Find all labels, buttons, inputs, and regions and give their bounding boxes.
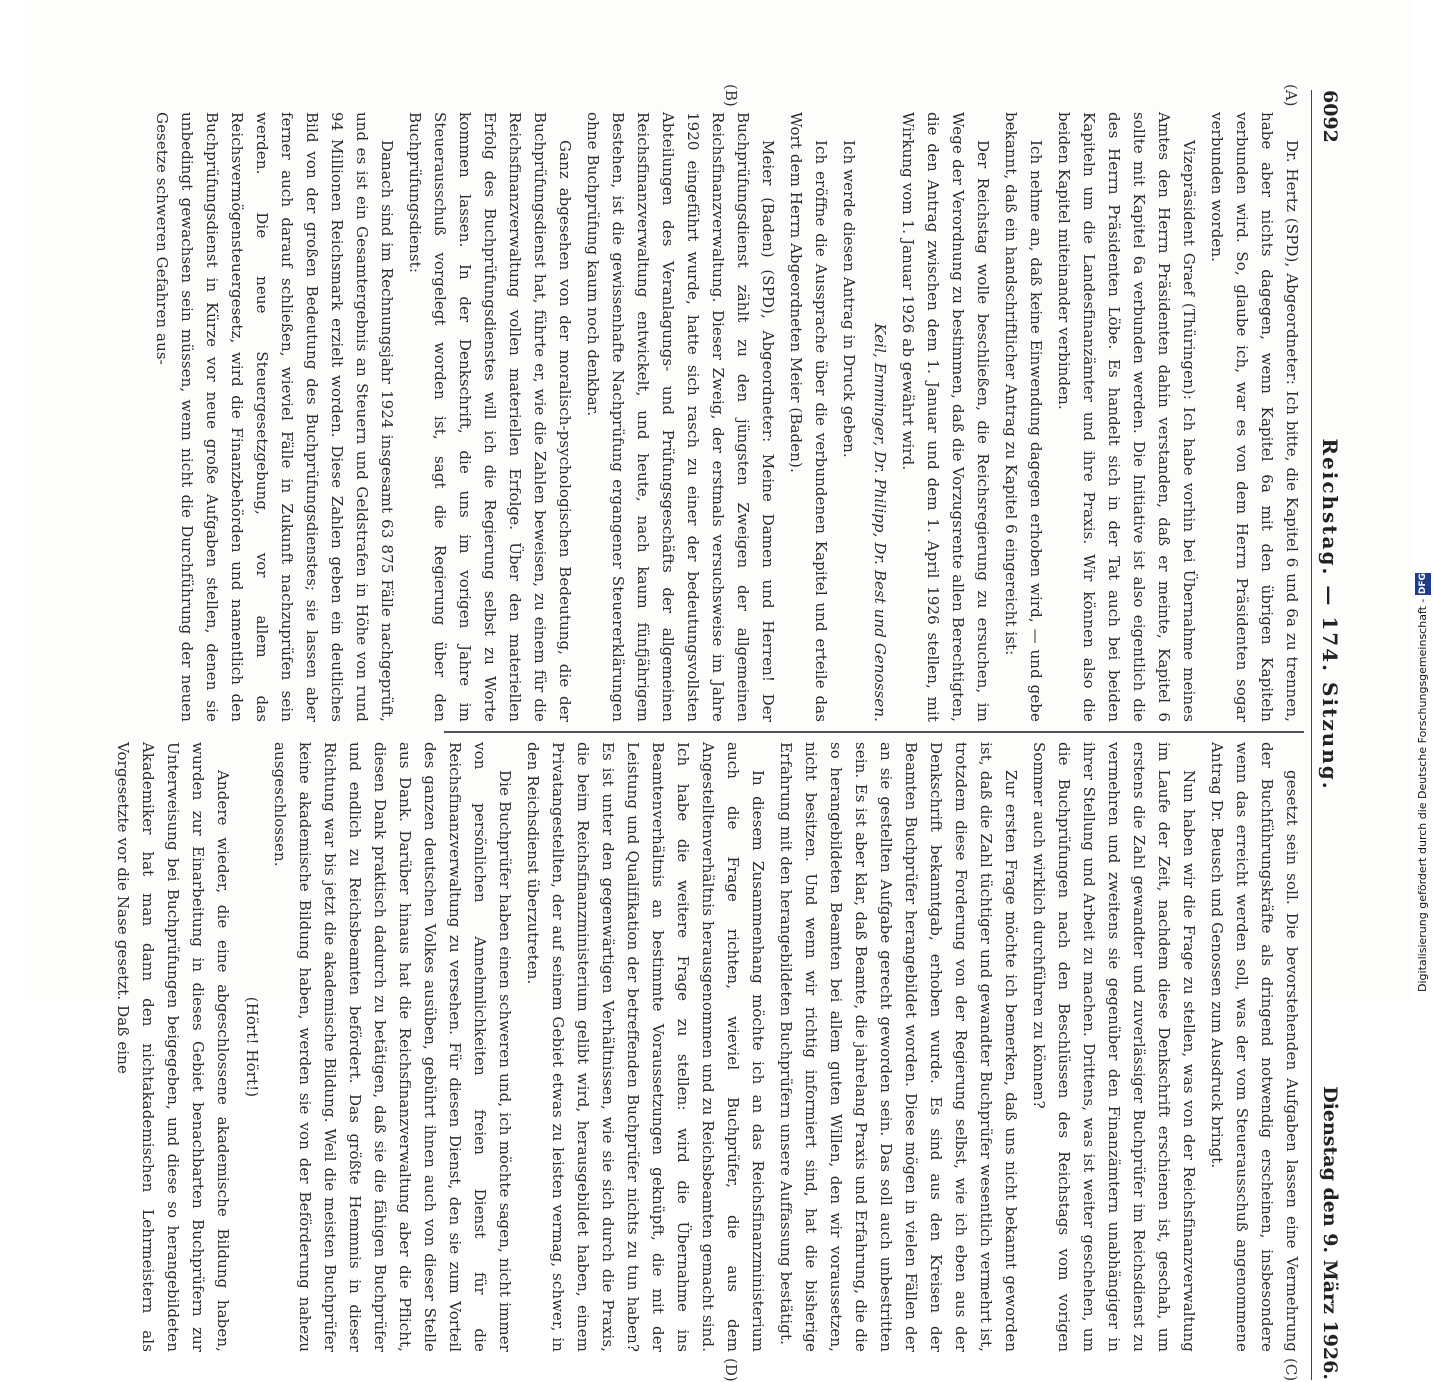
paragraph: Die Buchprüfer haben einen schweren und, ich möchte sagen, nicht immer von persönlichen Annehmlichkeiten freien Dienst für die Reichsfinanzverwaltung zu versehen. Für diesen Dienst, den sie zum Vorteil des ganzen deutschen Volkes ausüben, gebührt ihnen auch von dieser Stelle aus Dank. Darüber hinaus hat die Reichsfinanzverwaltung aber die Pflicht, diesen Dank praktisch dadurch zu betätigen, daß sie die fähigen Buchprüfer und endlich zu Reichsbeamten befördert. Das größte Hemmnis in dieser Richtung war bis jetzt die akademische Bildung. Weil die meisten Buchprüfer keine akademische Bildung haben, werden sie von der Beförderung nahezu ausgeschlossen. [271, 742, 514, 1352]
interjection: (Hört! Hört!) [243, 996, 261, 1098]
margin-letter-d: (D) [722, 1358, 740, 1382]
dfg-logo-icon: DFG [1415, 573, 1431, 595]
paragraph: Zur ersten Frage möchte ich bemerken, daß uns nicht bekannt geworden ist, daß die Zahl tüchtiger und gewandter Buchprüfer wesentlich vermehrt ist, trotzdem diese Forderung von der Regierung selbst, wie ich eben aus der Denkschrift bekanntgab, erhoben wurde. Es sind aus den Kreisen der Beamten Buchprüfer herangebildet worden. Diese mögen in vielen Fällen der an sie gestellten Aufgabe gerecht geworden sein. Das soll auch unbestritten sein. Es ist aber klar, daß Beamte, die jahrelang Praxis und Erfahrung, die die so herangebildeten Beamten bei allem guten Willen, den wir voraussetzen, nicht besitzen. Und wenn wir richtig informiert sind, hat die bisherige Erfahrung mit den herangebildeten Buchprüfern unsere Auffassung bestätigt. [777, 742, 1020, 1352]
page-header [1311, 90, 1348, 1380]
digitization-credit [1411, 0, 1434, 1000]
paragraph: In diesem Zusammenhang möchte ich an das Reichsfinanzministerium auch die Frage richten, wieviel Buchprüfer, die aus dem Angestelltenverhältnis herausgenommen und zu Reichsbeamten gemacht sind. Ich habe die weitere Frage zu stellen: wird die Übernahme ins Beamtenverhältnis an bestimmte Voraussetzungen geknüpft, die mit der Leistung und Qualifikation der betreffenden Buchprüfer nichts zu tun haben? Es ist unter den gegenwärtigen Verhältnissen, wie sie sich durch die Praxis, die beim Reichsfinanzministerium gelibt wird, herausgebildet haben, einem Privatangestellten, der auf seinem Gebiet etwas zu leisten vermag, schwer, in den Reichsdienst überzutreten. [524, 742, 767, 1352]
document-page [30, 0, 1430, 1382]
paragraph: Ich werde diesen Antrag in Druck geben. [840, 140, 858, 458]
margin-letter-a: (A) [1282, 84, 1300, 107]
digitization-credit-strip [1411, 0, 1434, 1000]
paragraph: gesetzt sein soll. Die bevorstehenden Aufgaben lassen eine Vermehrung der Buchführungskräfte als dringend notwendig erscheinen, insbesondere wenn das erreicht werden soll, was der vom Steuerausschuß angenommene Antrag Dr. Beusch und Genossen zum Ausdruck bringt. [1208, 742, 1301, 1352]
quoted-paragraph: Danach sind im Rechnungsjahr 1924 insgesamt 63 875 Fälle nachgeprüft, und es ist ein Gesamtergebnis an Steuern und Geldstrafen in Höhe von rund 94 Millionen Reichsmark erzielt worden. Diese Zahlen geben ein deutliches Bild von der großen Bedeutung des Buchprüfungsdienstes; sie lassen aber ferner auch darauf schließen, wieviel Fälle in Zukunft nachzuprüfen sein werden. Die neue Steuergesetzgebung, vor allem das Reichsvermögensteuergesetz, wird die Finanzbehörden und namentlich den Buchprüfungsdienst in Kürze vor neue große Aufgaben stellen, denen sie unbedingt gewachsen sein müssen, wenn nicht die Durchführung der neuen Gesetze schweren Gefahren aus- [153, 112, 396, 722]
motion-signatories: Keil, Emminger, Dr. Philipp, Dr. Best und Genossen. [871, 323, 889, 722]
margin-letter-b: (B) [722, 84, 740, 107]
margin-letter-c: (C) [1282, 1358, 1300, 1382]
credit-text: Digitalisierung gefördert durch die Deutsche Forschungsgemeinschaft - [1416, 598, 1429, 992]
right-column [114, 742, 1304, 1352]
page-number: 6092 [1319, 90, 1341, 143]
column-divider [444, 731, 1304, 733]
motion-text: Der Reichstag wolle beschließen, die Reichsregierung zu ersuchen, im Wege der Verordnung zu bestimmen, daß die Vorzugsrente allen Berechtigten, die den Antrag zwischen dem 1. Januar und dem 1. April 1926 stellen, mit Wirkung vom 1. Januar 1926 ab gewährt wird. [899, 112, 992, 722]
paragraph: Ich eröffne die Aussprache über die verbundenen Kapitel und erteile das Wort dem Herrn Abgeordneten Meier (Baden). [787, 112, 830, 722]
paragraph: Andere wieder, die eine abgeschlossene akademische Bildung haben, wurden zur Einarbeitung in dieses Gebiet benachbarten Buchprüfern zur Unterweisung bei Buchprüfungen beigegeben, und diese so herangebildeten Akademiker hat man dann den nichtakademischen Lehrmeistern als Vorgesetzte vor die Nase gesetzt. Daß eine [114, 742, 232, 1352]
page-title: Reichstag. — 174. Sitzung. [1318, 438, 1342, 791]
paragraph: Nun haben wir die Frage zu stellen, was von der Reichsfinanzverwaltung im Laufe der Zeit, nachdem diese Denkschrift erschienen ist, geschah, um erstens die Zahl gewandter und zuverlässiger Buchprüfer im Reichsdienst zu vermehren und zweitens sie gegenüber den Finanzämtern unabhängiger in ihrer Stellung und Arbeit zu machen. Drittens, was ist weiter geschehen, um die Buchprüfungen nach den Beschlüssen des Reichstags vom vorigen Sommer auch wirklich durchführen zu können? [1030, 742, 1198, 1352]
paragraph: Ganz abgesehen von der moralisch-psychologischen Bedeutung, die der Buchprüfungsdienst hat, führte er, wie die Zahlen beweisen, zu einem für die Reichsfinanzverwaltung vollen materiellen Erfolge. Über den materiellen Erfolg des Buchprüfungsdienstes will ich die Regierung selbst zu Worte kommen lassen. In der Denkschrift, die uns im vorigen Jahre im Steuerausschuß vorgelegt worden ist, sagt die Regierung über den Buchprüfungsdienst: [406, 112, 574, 722]
paragraph: Vizepräsident Graef (Thüringen): Ich habe vorhin bei Übernahme meines Amtes den Herrn Präsidenten dahin verstanden, daß er meinte, Kapitel 6 sollte mit Kapitel 6a verbunden werden. Die Initiative ist also eigentlich die des Herrn Präsidenten Löbe. Es handelt sich in der Tat auch bei beiden Kapiteln um die Landesfinanzämter und ihre Praxis. Wir können also die beiden Kapitel miteinander verbinden. [1055, 112, 1198, 722]
page-date: Dienstag den 9. März 1926. [1319, 1086, 1341, 1380]
paragraph: Dr. Hertz (SPD), Abgeordneter: Ich bitte, die Kapitel 6 und 6a zu trennen, habe aber nichts dagegen, wenn Kapitel 6a mit den übrigen Kapiteln verbunden wird. So, glaube ich, war es von dem Herrn Präsidenten sogar verbunden worden. [1208, 112, 1301, 722]
paragraph: Ich nehme an, daß keine Einwendung dagegen erhoben wird, — und gebe bekannt, daß ein handschriftlicher Antrag zu Kapitel 6 eingereicht ist: [1002, 112, 1045, 722]
paragraph: Meier (Baden) (SPD), Abgeordneter: Meine Damen und Herren! Der Buchprüfungsdienst zählt zu den jüngsten Zweigen der allgemeinen Reichsfinanzverwaltung. Dieser Zweig, der erstmals versuchsweise im Jahre 1920 eingeführt wurde, hatte sich rasch zu einer der bedeutungsvollsten Abteilungen des Veranlagungs- und Prüfungsgeschäfts der allgemeinen Reichsfinanzverwaltung entwickelt, und heute, nach kaum fünfjährigem Bestehen, ist die gewissenhafte Nachprüfung ergangener Steuererklärungen ohne Buchprüfung kaum noch denkbar. [584, 112, 777, 722]
left-column [153, 112, 1304, 722]
